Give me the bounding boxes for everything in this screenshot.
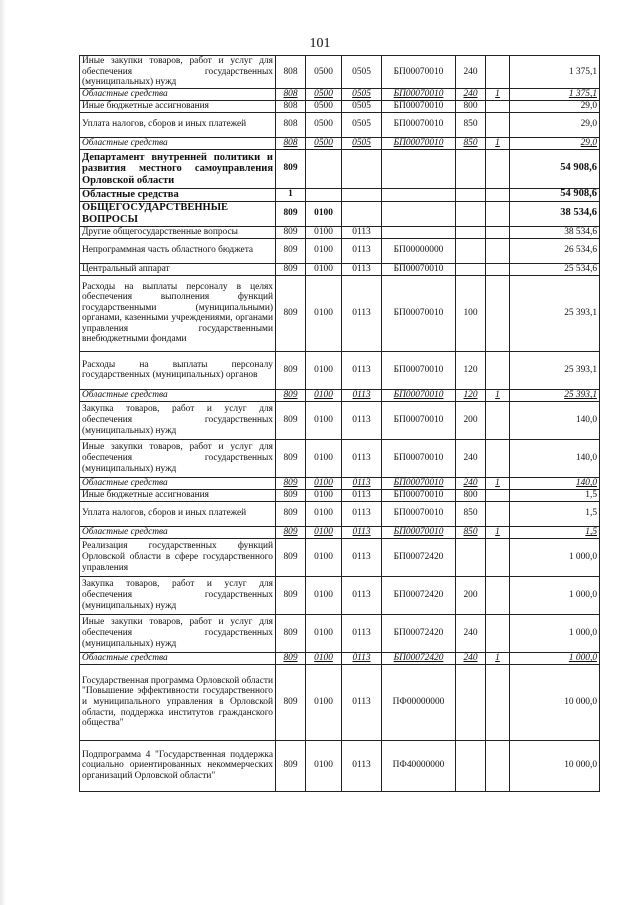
amount-cell: 25 534,6 [510, 263, 600, 275]
section-code-cell: 0500 [306, 100, 342, 112]
funding-source-cell: 1 [486, 652, 510, 664]
amount-cell: 38 534,6 [510, 226, 600, 238]
section-code-cell: 0100 [306, 652, 342, 664]
funding-source-cell: 1 [486, 137, 510, 149]
target-article-cell: БП00070010 [382, 351, 456, 389]
row-name-cell: Уплата налогов, сборов и иных платежей [80, 112, 276, 137]
target-article-cell: БП00070010 [382, 501, 456, 526]
target-article-cell: БП00070010 [382, 263, 456, 275]
section-code-cell: 0100 [306, 201, 342, 226]
subsection-code-cell: 0113 [342, 351, 382, 389]
expense-type-cell: 240 [456, 439, 486, 477]
ved-code-cell: 809 [276, 614, 306, 652]
row-name-cell: Государственная программа Орловской области "Повышение эффективности государственного и муниципального управления в Орловской области, поддержка институтов гражданского общества" [80, 664, 276, 740]
ved-code-cell: 809 [276, 526, 306, 538]
amount-cell: 54 908,6 [510, 188, 600, 201]
amount-cell: 1 000,0 [510, 614, 600, 652]
funding-source-cell [486, 275, 510, 351]
target-article-cell: БП00070010 [382, 489, 456, 501]
target-article-cell [382, 201, 456, 226]
subsection-code-cell [342, 201, 382, 226]
subsection-code-cell: 0113 [342, 275, 382, 351]
funding-source-cell: 1 [486, 88, 510, 100]
row-name-cell: Областные средства [80, 137, 276, 149]
section-code-cell: 0100 [306, 263, 342, 275]
table-row [80, 351, 600, 389]
subsection-code-cell: 0113 [342, 389, 382, 401]
expense-type-cell: 200 [456, 576, 486, 614]
ved-code-cell: 809 [276, 238, 306, 263]
funding-source-cell: 1 [486, 389, 510, 401]
funding-source-cell [486, 226, 510, 238]
row-name-cell: Областные средства [80, 389, 276, 401]
table-row [80, 477, 600, 489]
row-name-cell: Иные закупки товаров, работ и услуг для обеспечения государственных (муниципальных) нужд [80, 614, 276, 652]
amount-cell: 1,5 [510, 501, 600, 526]
amount-cell: 54 908,6 [510, 149, 600, 188]
section-code-cell [306, 188, 342, 201]
expense-type-cell: 240 [456, 477, 486, 489]
amount-cell: 140,0 [510, 439, 600, 477]
row-name-cell: Непрограммная часть областного бюджета [80, 238, 276, 263]
table-row [80, 664, 600, 740]
target-article-cell: БП00070010 [382, 389, 456, 401]
scan-edge-shadow [0, 0, 6, 905]
expense-type-cell [456, 238, 486, 263]
funding-source-cell [486, 501, 510, 526]
amount-cell: 10 000,0 [510, 740, 600, 791]
ved-code-cell: 808 [276, 100, 306, 112]
table-row [80, 226, 600, 238]
amount-cell: 25 393,1 [510, 389, 600, 401]
row-name-cell: Областные средства [80, 652, 276, 664]
funding-source-cell [486, 56, 510, 89]
expense-type-cell [456, 740, 486, 791]
row-name-cell: Департамент внутренней политики и развития местного самоуправления Орловской области [80, 149, 276, 188]
amount-cell: 25 393,1 [510, 275, 600, 351]
subsection-code-cell: 0113 [342, 439, 382, 477]
subsection-code-cell: 0505 [342, 100, 382, 112]
expense-type-cell: 800 [456, 489, 486, 501]
funding-source-cell [486, 576, 510, 614]
expense-type-cell [456, 188, 486, 201]
row-name-cell: Иные бюджетные ассигнования [80, 100, 276, 112]
row-name-cell: Иные закупки товаров, работ и услуг для обеспечения государственных (муниципальных) нужд [80, 439, 276, 477]
ved-code-cell: 809 [276, 664, 306, 740]
ved-code-cell: 809 [276, 389, 306, 401]
ved-code-cell: 809 [276, 149, 306, 188]
ved-code-cell: 809 [276, 275, 306, 351]
subsection-code-cell [342, 188, 382, 201]
amount-cell: 10 000,0 [510, 664, 600, 740]
target-article-cell [382, 188, 456, 201]
expense-type-cell: 200 [456, 401, 486, 439]
row-name-cell: Расходы на выплаты персоналу в целях обеспечения выполнения функций государственными (муниципальными) органами, казенными учреждениями, органами управления государственными внебюджетными фондами [80, 275, 276, 351]
subsection-code-cell: 0113 [342, 501, 382, 526]
target-article-cell: ПФ40000000 [382, 740, 456, 791]
table-row [80, 439, 600, 477]
section-code-cell: 0500 [306, 137, 342, 149]
amount-cell: 1 375,1 [510, 56, 600, 89]
table-row [80, 137, 600, 149]
target-article-cell [382, 149, 456, 188]
amount-cell: 1 375,1 [510, 88, 600, 100]
table-row [80, 201, 600, 226]
subsection-code-cell: 0113 [342, 576, 382, 614]
section-code-cell: 0100 [306, 275, 342, 351]
row-name-cell: Закупка товаров, работ и услуг для обеспечения государственных (муниципальных) нужд [80, 401, 276, 439]
funding-source-cell [486, 614, 510, 652]
ved-code-cell: 809 [276, 501, 306, 526]
funding-source-cell [486, 263, 510, 275]
target-article-cell: БП00070010 [382, 275, 456, 351]
target-article-cell: БП00070010 [382, 88, 456, 100]
expense-type-cell: 120 [456, 351, 486, 389]
section-code-cell: 0100 [306, 501, 342, 526]
table-row [80, 56, 600, 89]
target-article-cell: БП00070010 [382, 526, 456, 538]
amount-cell: 1,5 [510, 526, 600, 538]
section-code-cell: 0100 [306, 389, 342, 401]
target-article-cell: БП00070010 [382, 112, 456, 137]
ved-code-cell: 809 [276, 226, 306, 238]
table-row [80, 275, 600, 351]
funding-source-cell [486, 740, 510, 791]
target-article-cell: БП00070010 [382, 137, 456, 149]
amount-cell: 1 000,0 [510, 652, 600, 664]
ved-code-cell: 808 [276, 88, 306, 100]
ved-code-cell: 808 [276, 137, 306, 149]
funding-source-cell [486, 439, 510, 477]
amount-cell: 29,0 [510, 112, 600, 137]
table-row [80, 88, 600, 100]
table-row [80, 401, 600, 439]
ved-code-cell: 809 [276, 351, 306, 389]
target-article-cell: БП00072420 [382, 652, 456, 664]
amount-cell: 29,0 [510, 137, 600, 149]
expense-type-cell [456, 263, 486, 275]
section-code-cell: 0100 [306, 740, 342, 791]
section-code-cell: 0100 [306, 614, 342, 652]
section-code-cell: 0500 [306, 56, 342, 89]
subsection-code-cell: 0113 [342, 238, 382, 263]
target-article-cell: БП00072420 [382, 614, 456, 652]
expense-type-cell: 850 [456, 526, 486, 538]
expense-type-cell: 240 [456, 614, 486, 652]
ved-code-cell: 809 [276, 652, 306, 664]
amount-cell: 38 534,6 [510, 201, 600, 226]
subsection-code-cell: 0505 [342, 56, 382, 89]
subsection-code-cell: 0113 [342, 538, 382, 576]
section-code-cell: 0100 [306, 401, 342, 439]
expense-type-cell: 850 [456, 137, 486, 149]
funding-source-cell [486, 201, 510, 226]
row-name-cell: Областные средства [80, 477, 276, 489]
table-row [80, 389, 600, 401]
expense-type-cell [456, 538, 486, 576]
funding-source-cell: 1 [486, 526, 510, 538]
subsection-code-cell: 0113 [342, 652, 382, 664]
target-article-cell: БП00072420 [382, 576, 456, 614]
expense-type-cell [456, 149, 486, 188]
expense-type-cell [456, 226, 486, 238]
target-article-cell: ПФ00000000 [382, 664, 456, 740]
ved-code-cell: 808 [276, 56, 306, 89]
amount-cell: 1,5 [510, 489, 600, 501]
ved-code-cell: 809 [276, 489, 306, 501]
ved-code-cell: 1 [276, 188, 306, 201]
section-code-cell: 0100 [306, 538, 342, 576]
table-row [80, 263, 600, 275]
table-row [80, 538, 600, 576]
ved-code-cell: 809 [276, 201, 306, 226]
table-row [80, 489, 600, 501]
target-article-cell: БП00072420 [382, 538, 456, 576]
subsection-code-cell: 0113 [342, 740, 382, 791]
target-article-cell: БП00070010 [382, 401, 456, 439]
subsection-code-cell: 0113 [342, 489, 382, 501]
target-article-cell: БП00070010 [382, 56, 456, 89]
subsection-code-cell: 0113 [342, 614, 382, 652]
target-article-cell: БП00070010 [382, 477, 456, 489]
ved-code-cell: 809 [276, 576, 306, 614]
row-name-cell: Иные закупки товаров, работ и услуг для обеспечения государственных (муниципальных) нужд [80, 56, 276, 89]
table-row [80, 112, 600, 137]
table-row [80, 614, 600, 652]
target-article-cell [382, 226, 456, 238]
row-name-cell: Закупка товаров, работ и услуг для обеспечения государственных (муниципальных) нужд [80, 576, 276, 614]
ved-code-cell: 809 [276, 439, 306, 477]
row-name-cell: Областные средства [80, 188, 276, 201]
table-row [80, 501, 600, 526]
funding-source-cell [486, 664, 510, 740]
funding-source-cell [486, 351, 510, 389]
ved-code-cell: 809 [276, 740, 306, 791]
expense-type-cell: 850 [456, 112, 486, 137]
row-name-cell: Областные средства [80, 526, 276, 538]
funding-source-cell [486, 538, 510, 576]
funding-source-cell: 1 [486, 477, 510, 489]
amount-cell: 1 000,0 [510, 538, 600, 576]
row-name-cell: Реализация государственных функций Орловской области в сфере государственного управления [80, 538, 276, 576]
amount-cell: 29,0 [510, 100, 600, 112]
row-name-cell: Областные средства [80, 88, 276, 100]
budget-table-body [80, 56, 600, 792]
expense-type-cell: 850 [456, 501, 486, 526]
row-name-cell: ОБЩЕГОСУДАРСТВЕННЫЕ ВОПРОСЫ [80, 201, 276, 226]
subsection-code-cell: 0113 [342, 526, 382, 538]
table-row [80, 238, 600, 263]
section-code-cell: 0100 [306, 226, 342, 238]
expense-type-cell: 100 [456, 275, 486, 351]
funding-source-cell [486, 149, 510, 188]
row-name-cell: Иные бюджетные ассигнования [80, 489, 276, 501]
section-code-cell: 0100 [306, 576, 342, 614]
table-row [80, 576, 600, 614]
expense-type-cell: 240 [456, 652, 486, 664]
table-row [80, 526, 600, 538]
subsection-code-cell: 0113 [342, 226, 382, 238]
expense-type-cell: 240 [456, 56, 486, 89]
funding-source-cell [486, 112, 510, 137]
expense-type-cell [456, 664, 486, 740]
section-code-cell: 0100 [306, 351, 342, 389]
section-code-cell: 0500 [306, 88, 342, 100]
section-code-cell: 0100 [306, 526, 342, 538]
section-code-cell: 0100 [306, 664, 342, 740]
amount-cell: 26 534,6 [510, 238, 600, 263]
row-name-cell: Уплата налогов, сборов и иных платежей [80, 501, 276, 526]
section-code-cell: 0500 [306, 112, 342, 137]
subsection-code-cell: 0505 [342, 112, 382, 137]
ved-code-cell: 809 [276, 401, 306, 439]
amount-cell: 1 000,0 [510, 576, 600, 614]
section-code-cell: 0100 [306, 477, 342, 489]
subsection-code-cell: 0113 [342, 263, 382, 275]
section-code-cell [306, 149, 342, 188]
amount-cell: 140,0 [510, 401, 600, 439]
subsection-code-cell [342, 149, 382, 188]
table-row [80, 100, 600, 112]
subsection-code-cell: 0505 [342, 88, 382, 100]
table-row [80, 740, 600, 791]
budget-table [79, 55, 600, 792]
funding-source-cell [486, 401, 510, 439]
amount-cell: 140,0 [510, 477, 600, 489]
expense-type-cell: 800 [456, 100, 486, 112]
section-code-cell: 0100 [306, 238, 342, 263]
target-article-cell: БП00000000 [382, 238, 456, 263]
page-number: 101 [309, 36, 331, 51]
row-name-cell: Другие общегосударственные вопросы [80, 226, 276, 238]
ved-code-cell: 809 [276, 263, 306, 275]
subsection-code-cell: 0113 [342, 477, 382, 489]
subsection-code-cell: 0113 [342, 401, 382, 439]
subsection-code-cell: 0505 [342, 137, 382, 149]
funding-source-cell [486, 188, 510, 201]
section-code-cell: 0100 [306, 489, 342, 501]
funding-source-cell [486, 489, 510, 501]
table-row [80, 188, 600, 201]
ved-code-cell: 808 [276, 112, 306, 137]
row-name-cell: Центральный аппарат [80, 263, 276, 275]
row-name-cell: Подпрограмма 4 "Государственная поддержка социально ориентированных некоммерческих организаций Орловской области" [80, 740, 276, 791]
table-row [80, 149, 600, 188]
target-article-cell: БП00070010 [382, 100, 456, 112]
ved-code-cell: 809 [276, 477, 306, 489]
section-code-cell: 0100 [306, 439, 342, 477]
ved-code-cell: 809 [276, 538, 306, 576]
expense-type-cell: 120 [456, 389, 486, 401]
funding-source-cell [486, 100, 510, 112]
row-name-cell: Расходы на выплаты персоналу государственных (муниципальных) органов [80, 351, 276, 389]
funding-source-cell [486, 238, 510, 263]
target-article-cell: БП00070010 [382, 439, 456, 477]
expense-type-cell: 240 [456, 88, 486, 100]
expense-type-cell [456, 201, 486, 226]
table-row [80, 652, 600, 664]
subsection-code-cell: 0113 [342, 664, 382, 740]
amount-cell: 25 393,1 [510, 351, 600, 389]
